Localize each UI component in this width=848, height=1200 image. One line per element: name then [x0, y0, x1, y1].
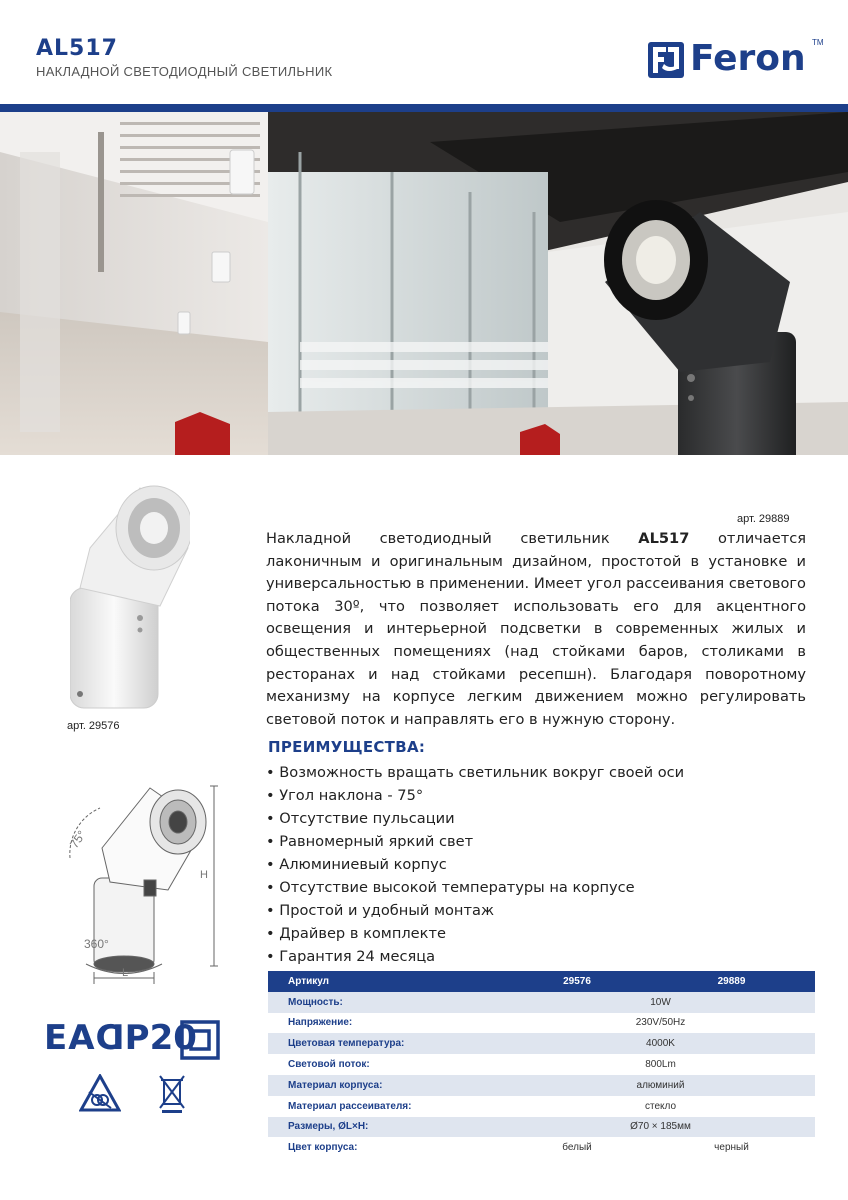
double-insulation-icon	[180, 1020, 220, 1060]
row-value: Ø70 × 185мм	[506, 1117, 815, 1138]
spec-table	[268, 971, 815, 1158]
row-value: 10W	[506, 992, 815, 1013]
row-label: Световой поток:	[268, 1054, 506, 1075]
brand-name: Feron	[690, 38, 806, 79]
row-value: стекло	[506, 1096, 815, 1117]
white-lamp-image	[70, 478, 190, 714]
advantages-title: ПРЕИМУЩЕСТВА:	[268, 738, 426, 756]
header-article: Артикул	[268, 971, 506, 992]
feron-logo	[648, 38, 828, 82]
hero-photo	[0, 112, 848, 455]
product-description	[266, 528, 806, 731]
list-item: • Простой и удобный монтаж	[266, 899, 684, 922]
row-label: Размеры, ØL×H:	[268, 1117, 506, 1138]
row-label: Цветовая температура:	[268, 1033, 506, 1054]
header-29889: 29889	[648, 971, 815, 992]
table-row	[268, 1075, 815, 1096]
row-value-white: белый	[506, 1137, 648, 1158]
page-header	[0, 0, 848, 110]
list-item: • Отсутствие пульсации	[266, 807, 684, 830]
table-row	[268, 1117, 815, 1138]
description-text: отличается лаконичным и оригинальным дизайном, простотой в установке и универсальностью в применении. Имеет угол рассеивания светового потока 30º, что позволяет использовать его для акцентного освещения и интерьерной подсветки в современных жилых и общественных помещениях (над стойками баров, столиками в ресторанах и над стойками ресепшн). Благодаря поворотному механизму на корпусе легким движением можно регулировать световой поток и направлять его в нужную сторону.	[266, 530, 807, 728]
height-label: H	[200, 869, 208, 881]
list-item: • Угол наклона - 75°	[266, 784, 684, 807]
list-item: • Алюминиевый корпус	[266, 853, 684, 876]
brand-tm: TM	[812, 38, 824, 47]
transformer-warning-icon	[79, 1074, 121, 1112]
list-item: • Драйвер в комплекте	[266, 922, 684, 945]
feron-logo-icon	[648, 42, 684, 78]
table-row	[268, 1137, 815, 1158]
dimension-diagram	[60, 778, 230, 988]
row-value: 800Lm	[506, 1054, 815, 1075]
list-item: • Отсутствие высокой температуры на корпусе	[266, 876, 684, 899]
article-white: арт. 29576	[67, 720, 120, 732]
list-item: • Гарантия 24 месяца	[266, 945, 684, 968]
article-black: арт. 29889	[737, 513, 790, 525]
row-value: 4000K	[506, 1033, 815, 1054]
tilt-angle-label: 75°	[66, 827, 89, 851]
table-header-row	[268, 971, 815, 992]
weee-bin-icon	[158, 1072, 186, 1114]
header-29576: 29576	[506, 971, 648, 992]
row-value: алюминий	[506, 1075, 815, 1096]
row-label: Напряжение:	[268, 1013, 506, 1034]
list-item: • Равномерный яркий свет	[266, 830, 684, 853]
row-label: Материал корпуса:	[268, 1075, 506, 1096]
description-model: AL517	[638, 530, 690, 547]
description-lead: Накладной светодиодный светильник	[266, 530, 610, 547]
row-value-black: черный	[648, 1137, 815, 1158]
table-row	[268, 1054, 815, 1075]
advantages-list	[266, 761, 684, 968]
row-label: Материал рассеивателя:	[268, 1096, 506, 1117]
table-row	[268, 1013, 815, 1034]
length-label: L	[122, 967, 129, 979]
table-row	[268, 1033, 815, 1054]
row-value: 230V/50Hz	[506, 1013, 815, 1034]
product-subtitle: НАКЛАДНОЙ СВЕТОДИОДНЫЙ СВЕТИЛЬНИК	[36, 64, 333, 79]
header-divider	[0, 104, 848, 112]
rotation-angle-label: 360°	[84, 937, 109, 951]
model-title: AL517	[36, 36, 118, 61]
list-item: • Возможность вращать светильник вокруг своей оси	[266, 761, 684, 784]
table-row	[268, 992, 815, 1013]
row-label: Цвет корпуса:	[268, 1137, 506, 1158]
row-label: Мощность:	[268, 992, 506, 1013]
eac-mark: EAC	[44, 1018, 122, 1058]
ip-rating: IP20	[112, 1018, 197, 1058]
table-row	[268, 1096, 815, 1117]
